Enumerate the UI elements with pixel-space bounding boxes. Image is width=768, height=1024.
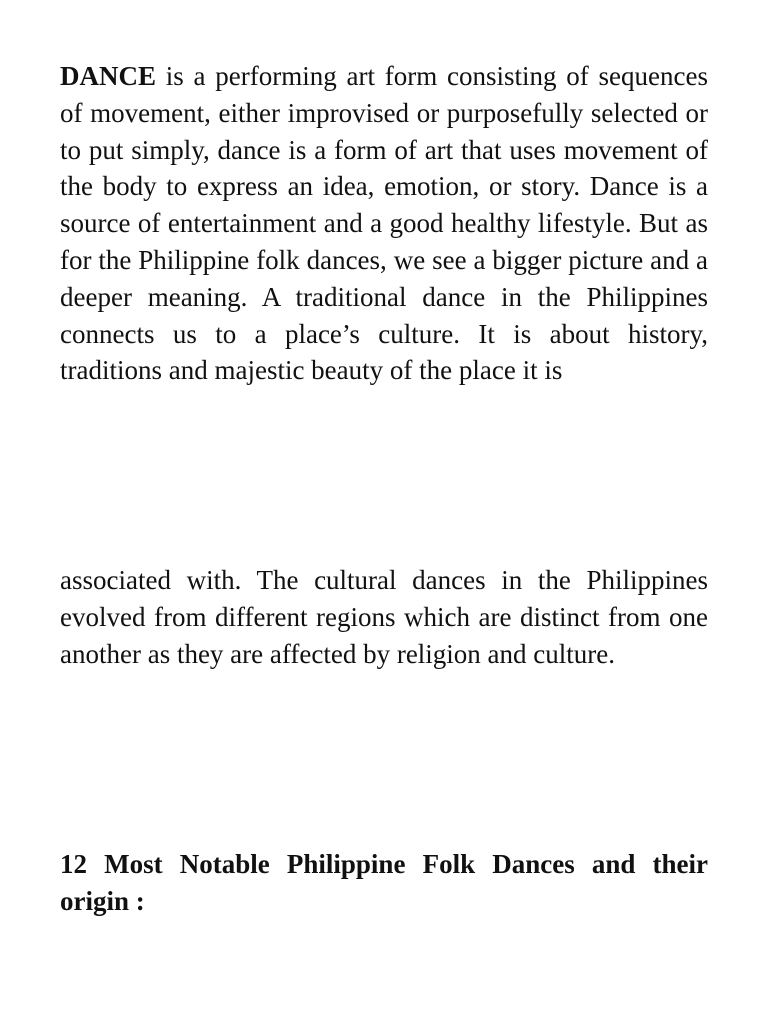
intro-paragraph-text: is a performing art form consisting of sequences of movement, either improvised or purposefully selected or to put simply, dance is a form of art that uses movement of the body to express an idea, emotion, or story. Dance is a source of entertainment and a good healthy lifestyle. But as for the Philippine folk dances, we see a bigger picture and a deeper meaning. A traditional dance in the Philippines connects us to a place’s culture. It is about history, traditions and majestic beauty of the place it is [60,61,708,386]
intro-paragraph [60,58,708,389]
continuation-paragraph-text: associated with. The cultural dances in the Philippines evolved from different regions which are distinct from one another as they are affected by religion and culture. [60,565,708,669]
continuation-paragraph [60,562,708,672]
intro-lead-word: DANCE [60,61,157,91]
section-heading: 12 Most Notable Philippine Folk Dances and their origin : [60,849,708,916]
